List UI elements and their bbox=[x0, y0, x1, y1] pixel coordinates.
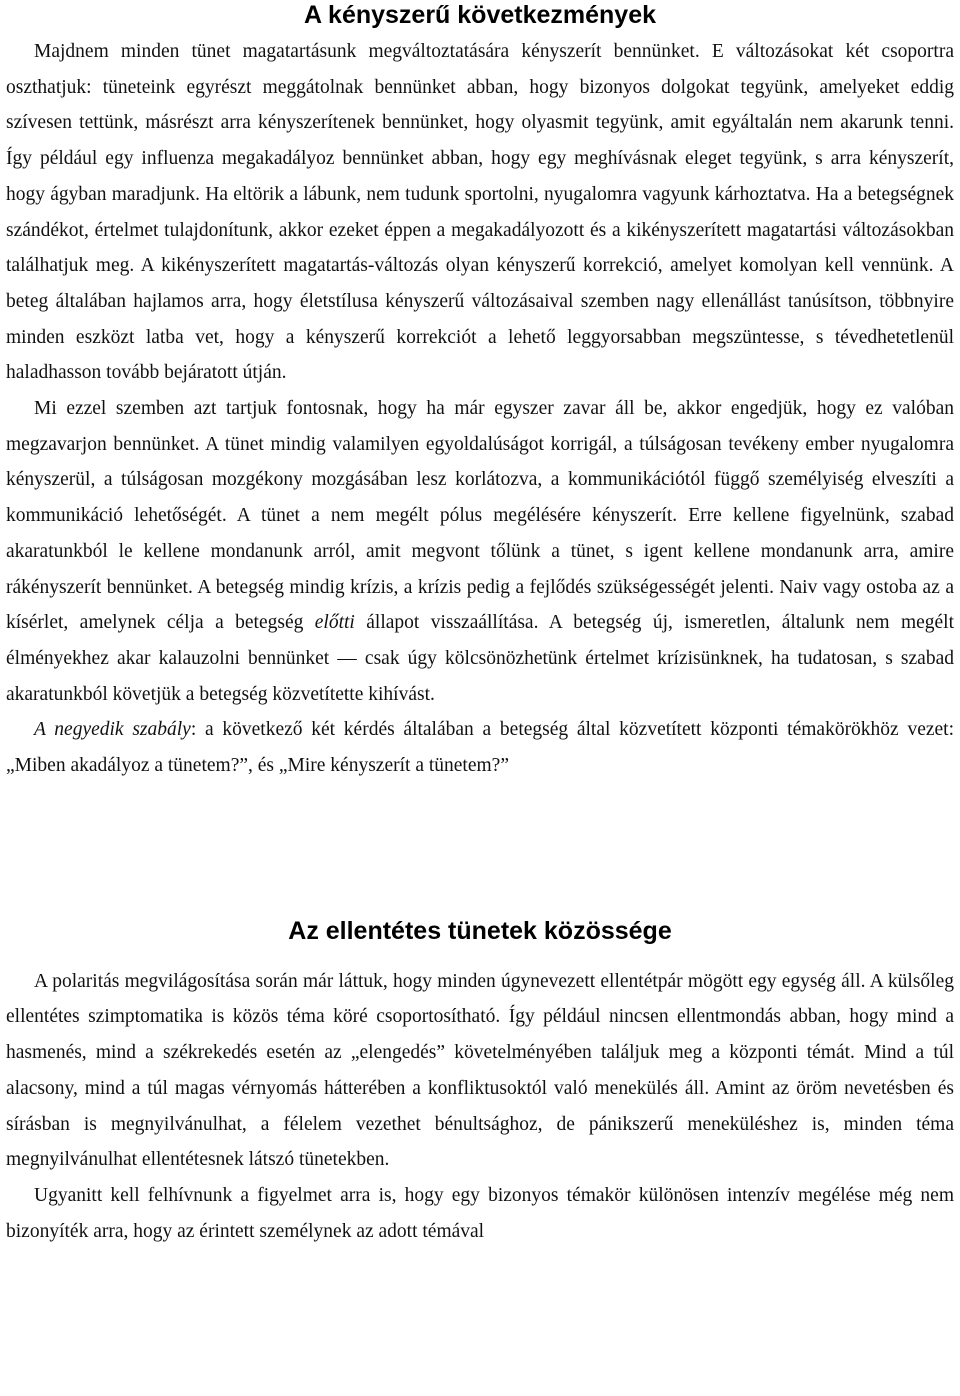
emphasis-text: előtti bbox=[314, 612, 355, 634]
paragraph bbox=[6, 391, 954, 712]
paragraph bbox=[6, 964, 954, 1178]
paragraph bbox=[6, 1178, 954, 1249]
rule-label: A negyedik szabály bbox=[34, 719, 191, 741]
paragraph-text: állapot visszaállítása. A betegség új, ismeretlen, általunk nem megélt élményekhez akar kalauzolni bennünket — csak úgy kölcsönözhetünk értelmet krízisünknek, ha tudatosan, s szabad akaratunkból követjük a betegség közvetítette kihívást. bbox=[6, 612, 955, 705]
paragraph bbox=[6, 712, 954, 783]
section-body-ellentetes-tunetek bbox=[6, 964, 954, 1250]
section-heading-ellentetes-tunetek: Az ellentétes tünetek közössége bbox=[288, 916, 672, 945]
section-heading-kenyszeru-kovetkezmenyek: A kényszerű következmények bbox=[303, 1, 657, 29]
paragraph bbox=[6, 34, 954, 391]
section-body-kenyszeru-kovetkezmenyek bbox=[6, 34, 954, 784]
paragraph-text: : a következő két kérdés általában a betegség által közvetített központi témakörökhöz vezet: „Miben akadályoz a tünetem?”, és „Mire kényszerít a tünetem?” bbox=[6, 719, 954, 777]
document-page bbox=[6, 0, 954, 1249]
paragraph-text: A polaritás megvilágosítása során már láttuk, hogy minden úgynevezett ellentétpár mögött egy egység áll. A külsőleg ellentétes szimptomatika is közös téma köré csoportosítható. Így például nincsen ellentmondás abban, hogy mind a hasmenés, mind a székrekedés esetén az „elengedés” követelményében találjuk meg a központi témát. Mind a túl alacsony, mind a túl magas vérnyomás hátterében a konfliktusoktól való menekülés áll. Amint az öröm nevetésben és sírásban is megnyilvánulhat, a félelem vezethet bénultsághoz, de pánikszerű meneküléshez is, minden téma megnyilvánulhat ellentétesnek látszó tünetekben. bbox=[6, 970, 954, 1171]
paragraph-text: Ugyanitt kell felhívnunk a figyelmet arra is, hogy egy bizonyos témakör különösen intenzív megélése még nem bizonyíték arra, hogy az érintett személynek az adott témával bbox=[6, 1184, 954, 1242]
paragraph-text: Majdnem minden tünet magatartásunk megváltoztatására kényszerít bennünket. E változásokat két csoportra oszthatjuk: tüneteink egyrészt meggátolnak bennünket abban, hogy bizonyos dolgokat tegyünk, amelyeket eddig szívesen tettünk, másrészt arra kényszerítenek bennünket, hogy olyasmit tegyünk, amit egyáltalán nem akarunk tenni. Így például egy influenza megakadályoz bennünket abban, hogy egy meghívásnak eleget tegyünk, s arra kényszerít, hogy ágyban maradjunk. Ha eltörik a lábunk, nem tudunk sportolni, nyugalomra vagyunk kárhoztatva. Ha a betegségnek szándékot, értelmet tulajdonítunk, akkor ezeket éppen a megakadályozott és a kikényszerített magatartási változásokban találhatjuk meg. A kikényszerített magatartás-változás olyan kényszerű korrekció, amelyet komolyan kell vennünk. A beteg általában hajlamos arra, hogy életstílusa kényszerű változásaival szemben nagy ellenállást tanúsítson, többnyire minden eszközt latba vet, hogy a kényszerű korrekciót a lehető leggyorsabban megszüntesse, s tévedhetetlenül haladhasson tovább bejáratott útján. bbox=[6, 41, 954, 384]
paragraph-text: Mi ezzel szemben azt tartjuk fontosnak, hogy ha már egyszer zavar áll be, akkor engedjük, hogy ez valóban megzavarjon bennünket. A tünet mindig valamilyen egyoldalúságot korrigál, a túlságosan tevékeny ember nyugalomra kényszerül, a túlságosan mozgékony mozgásában lesz korlátozva, a kommunikációtól függő személyiség elveszíti a kommunikáció lehetőségét. A tünet a nem megélt pólus megélésére kényszerít. Erre kellene figyelnünk, szabad akaratunkból le kellene mondanunk arról, amit megvont tőlünk a tünet, s igent kellene mondanunk arra, amire rákényszerít bennünket. A betegség mindig krízis, a krízis pedig a fejlődés szükségességét jelenti. Naiv vagy ostoba az a kísérlet, amelynek célja a betegség bbox=[6, 398, 954, 634]
